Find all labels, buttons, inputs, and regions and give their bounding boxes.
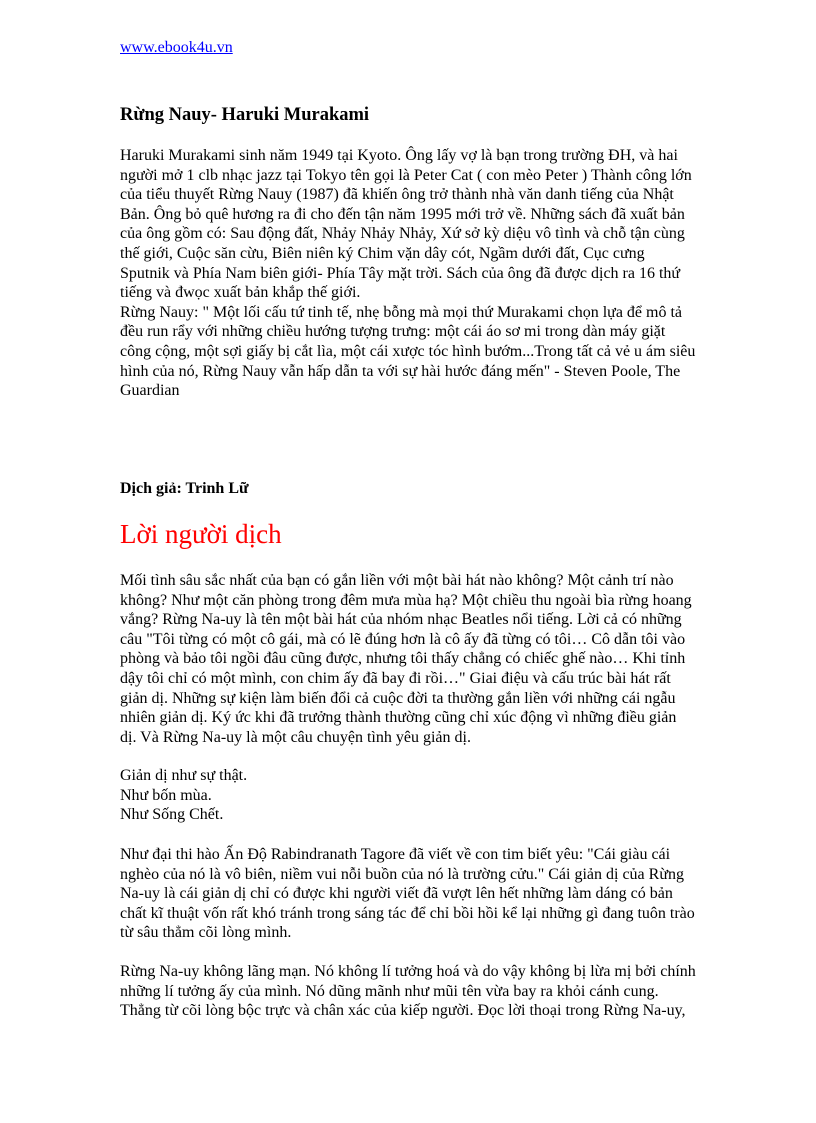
intro-paragraph — [120, 146, 700, 401]
text-line: Như bốn mùa. — [120, 786, 212, 804]
text-line: người mở 1 clb nhạc jazz tại Tokyo tên gọi là Peter Cat ( con mèo Peter ) Thành công lớn — [120, 166, 692, 184]
text-line: Mối tình sâu sắc nhất của bạn có gắn liền với một bài hát nào không? Một cảnh trí nào — [120, 572, 674, 589]
text-line: không? Như một căn phòng trong đêm mưa mùa hạ? Một chiều thu ngoài bìa rừng hoang — [120, 591, 692, 609]
text-line: Sputnik và Phía Nam biên giới- Phía Tây mặt trời. Sách của ông đã được dịch ra 16 thứ — [120, 264, 681, 282]
text-line: chất kĩ thuật vốn rất khó tránh trong sáng tác để chỉ bồi hồi kể lại những gì đang tuôn trào — [120, 904, 695, 922]
text-line: hình của nó, Rừng Nauy vẫn hấp dẫn ta với sự hài hước đáng mến" - Steven Poole, The — [120, 362, 681, 380]
text-line: tiếng và đwọc xuất bản khắp thế giới. — [120, 284, 361, 302]
text-line: Như đại thi hào Ấn Độ Rabindranath Tagore đã viết về con tim biết yêu: "Cái giàu cái — [120, 846, 671, 863]
text-line: công cộng, một sợi giấy bị cắt lìa, một cái xược tóc hình bướm...Trong tất cả vẻ u ám siêu — [120, 342, 696, 360]
text-line: giản dị. Những sự kiện làm biến đổi cả cuộc đời ta thường gắn liền với những cái ngẫu — [120, 689, 676, 707]
text-line: vắng? Rừng Na-uy là tên một bài hát của nhóm nhạc Beatles nổi tiếng. Lời cả có những — [120, 611, 682, 629]
text-line: dậy tôi chỉ có một mình, con chim ấy đã bay đi rồi…" Giai điệu và cấu trúc bài hát rất — [120, 669, 671, 687]
text-line: Haruki Murakami sinh năm 1949 tại Kyoto. Ông lấy vợ là bạn trong trường ĐH, và hai — [120, 147, 678, 164]
text-line: Rừng Na-uy không lãng mạn. Nó không lí tưởng hoá và do vậy không bị lừa mị bởi chính — [120, 963, 696, 980]
translator-credit: Dịch giả: Trinh Lữ — [120, 480, 249, 497]
section-heading: Lời người dịch — [120, 519, 282, 549]
website-link[interactable]: www.ebook4u.vn — [120, 39, 233, 56]
text-line: Thẳng từ cõi lòng bộc trực và chân xác của kiếp người. Đọc lời thoại trong Rừng Na-uy, — [120, 1002, 686, 1020]
text-line: nghèo của nó là vô biên, niềm vui nỗi buồn của nó là trường cửu." Cái giản dị của Rừng — [120, 865, 684, 883]
text-line: Guardian — [120, 382, 180, 400]
body-paragraph-4 — [120, 962, 700, 1021]
text-line: câu "Tôi từng có một cô gái, mà có lẽ đúng hơn là cô ấy đã từng có tôi… Cô dẫn tôi vào — [120, 630, 686, 648]
text-line: Bản. Ông bỏ quê hương ra đi cho đến tận năm 1995 mới trở về. Những sách đã xuất bản — [120, 205, 685, 223]
text-line: đều run rẩy với những chiều hướng tượng trưng: một cái áo sơ mi trong dàn máy giặt — [120, 323, 666, 341]
body-paragraph-2 — [120, 766, 700, 825]
body-paragraph-3 — [120, 845, 700, 943]
text-line: những lí tưởng ấy của mình. Nó dũng mãnh như mũi tên vừa bay ra khỏi cánh cung. — [120, 982, 659, 1000]
text-line: Giản dị như sự thật. — [120, 767, 248, 784]
text-line: phòng và bảo tôi ngồi đâu cũng được, nhưng tôi thấy chẳng có chiếc ghế nào… Khi tỉnh — [120, 650, 686, 668]
text-line: thế giới, Cuộc săn cừu, Biên niên ký Chim vặn dây cót, Ngầm dưới đất, Cục cưng — [120, 244, 645, 262]
body-paragraph-1 — [120, 571, 700, 747]
text-line: từ sâu thẳm cõi lòng mình. — [120, 924, 292, 942]
text-line: Na-uy là cái giản dị chỉ có được khi người viết đã vượt lên hết những làm dáng có bản — [120, 885, 673, 903]
text-line: của tiểu thuyết Rừng Nauy (1987) đã khiến ông trở thành nhà văn danh tiếng của Nhật — [120, 186, 674, 204]
text-line: của ông gồm có: Sau động đất, Nhảy Nhảy Nhảy, Xứ sở kỳ diệu vô tình và chỗ tận cùng — [120, 225, 685, 243]
text-line: Rừng Nauy: " Một lối cấu tứ tinh tế, nhẹ bỗng mà mọi thứ Murakami chọn lựa để mô tả — [120, 303, 683, 321]
text-line: nhiên giản dị. Ký ức khi đã trưởng thành thường cũng chỉ xúc động vì những điều giản — [120, 709, 677, 727]
text-line: dị. Và Rừng Na-uy là một câu chuyện tình yêu giản dị. — [120, 728, 471, 746]
book-title: Rừng Nauy- Haruki Murakami — [120, 105, 370, 125]
text-line: Như Sống Chết. — [120, 806, 224, 824]
